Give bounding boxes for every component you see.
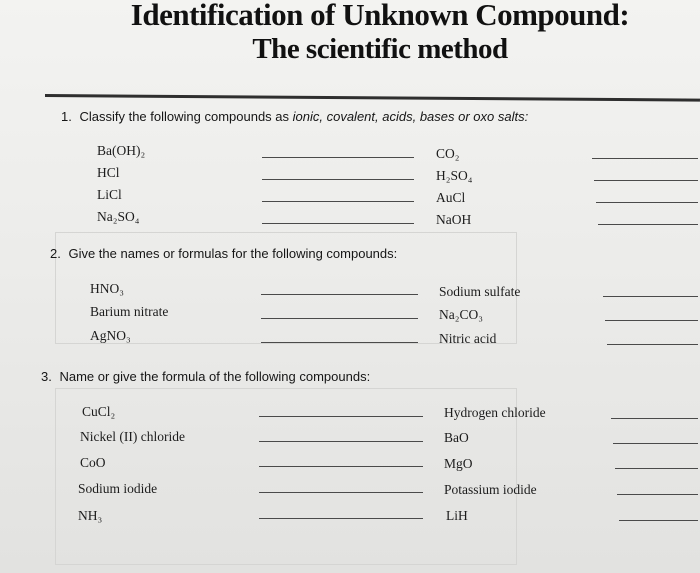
- q2-answer-line[interactable]: [261, 294, 418, 295]
- q2-right-item: Na₂CO₃: [439, 307, 483, 322]
- q2-right-item: Nitric acid: [439, 331, 497, 346]
- q2-answer-line[interactable]: [603, 296, 698, 297]
- question-1-prompt: [61, 109, 528, 124]
- question-1-number: 1.: [61, 109, 72, 124]
- q3-answer-line[interactable]: [619, 520, 698, 521]
- q1-right-item: H₂SO₄: [436, 168, 473, 183]
- q1-left-item: Ba(OH)₂: [97, 143, 146, 158]
- q3-left-item: Nickel (II) chloride: [80, 429, 185, 444]
- q2-left-item: Barium nitrate: [90, 304, 169, 319]
- q1-left-item: Na₂SO₄: [97, 209, 140, 224]
- q3-left-item: Sodium iodide: [78, 481, 158, 496]
- q3-answer-line[interactable]: [617, 494, 698, 495]
- question-3-number: 3.: [41, 369, 52, 384]
- q2-answer-line[interactable]: [261, 342, 418, 343]
- q3-left-item: CuCl₂: [82, 404, 116, 419]
- q2-left-item: HNO₃: [90, 281, 124, 296]
- q3-right-item: BaO: [444, 430, 469, 445]
- q2-answer-line[interactable]: [261, 318, 418, 319]
- q3-left-item: NH₃: [78, 508, 103, 523]
- q3-right-item: MgO: [444, 456, 473, 471]
- q1-answer-line[interactable]: [598, 224, 698, 225]
- q1-answer-line[interactable]: [262, 179, 414, 180]
- q1-right-item: CO₂: [436, 146, 460, 161]
- q1-answer-line[interactable]: [596, 202, 698, 203]
- question-2-number: 2.: [50, 246, 61, 261]
- q1-right-item: NaOH: [436, 212, 472, 227]
- q3-answer-line[interactable]: [615, 468, 698, 469]
- q2-left-item: AgNO₃: [90, 328, 131, 343]
- q1-answer-line[interactable]: [262, 157, 414, 158]
- header-divider: [45, 94, 700, 102]
- q3-answer-line[interactable]: [259, 492, 423, 493]
- q1-answer-line[interactable]: [262, 201, 414, 202]
- q3-left-item: CoO: [80, 455, 106, 470]
- q1-answer-line[interactable]: [262, 223, 414, 224]
- q3-answer-line[interactable]: [259, 441, 423, 442]
- q1-left-item: LiCl: [97, 187, 122, 202]
- question-1-emphasis: ionic, covalent, acids, bases or oxo salts:: [292, 109, 529, 124]
- q3-right-item: Potassium iodide: [444, 482, 537, 497]
- question-3-prompt: [41, 369, 370, 384]
- q1-left-item: HCl: [97, 165, 120, 180]
- q1-right-item: AuCl: [436, 190, 466, 205]
- question-2-prompt: [50, 246, 397, 261]
- question-3-text: Name or give the formula of the following compounds:: [59, 369, 371, 384]
- q3-answer-line[interactable]: [259, 416, 423, 417]
- q2-answer-line[interactable]: [605, 320, 698, 321]
- q3-answer-line[interactable]: [259, 466, 423, 467]
- question-1-lead: Classify the following compounds as: [79, 109, 293, 124]
- worksheet-title: Identification of Unknown Compound:: [130, 0, 630, 32]
- q1-answer-line[interactable]: [594, 180, 698, 181]
- q2-answer-line[interactable]: [607, 344, 698, 345]
- worksheet-subtitle: The scientific method: [252, 33, 508, 65]
- q2-right-item: Sodium sulfate: [439, 284, 521, 299]
- q3-answer-line[interactable]: [613, 443, 698, 444]
- q3-answer-line[interactable]: [259, 518, 423, 519]
- q3-answer-line[interactable]: [611, 418, 698, 419]
- question-2-text: Give the names or formulas for the following compounds:: [68, 246, 398, 261]
- q1-answer-line[interactable]: [592, 158, 698, 159]
- q3-right-item: LiH: [446, 508, 468, 523]
- q3-right-item: Hydrogen chloride: [444, 405, 546, 420]
